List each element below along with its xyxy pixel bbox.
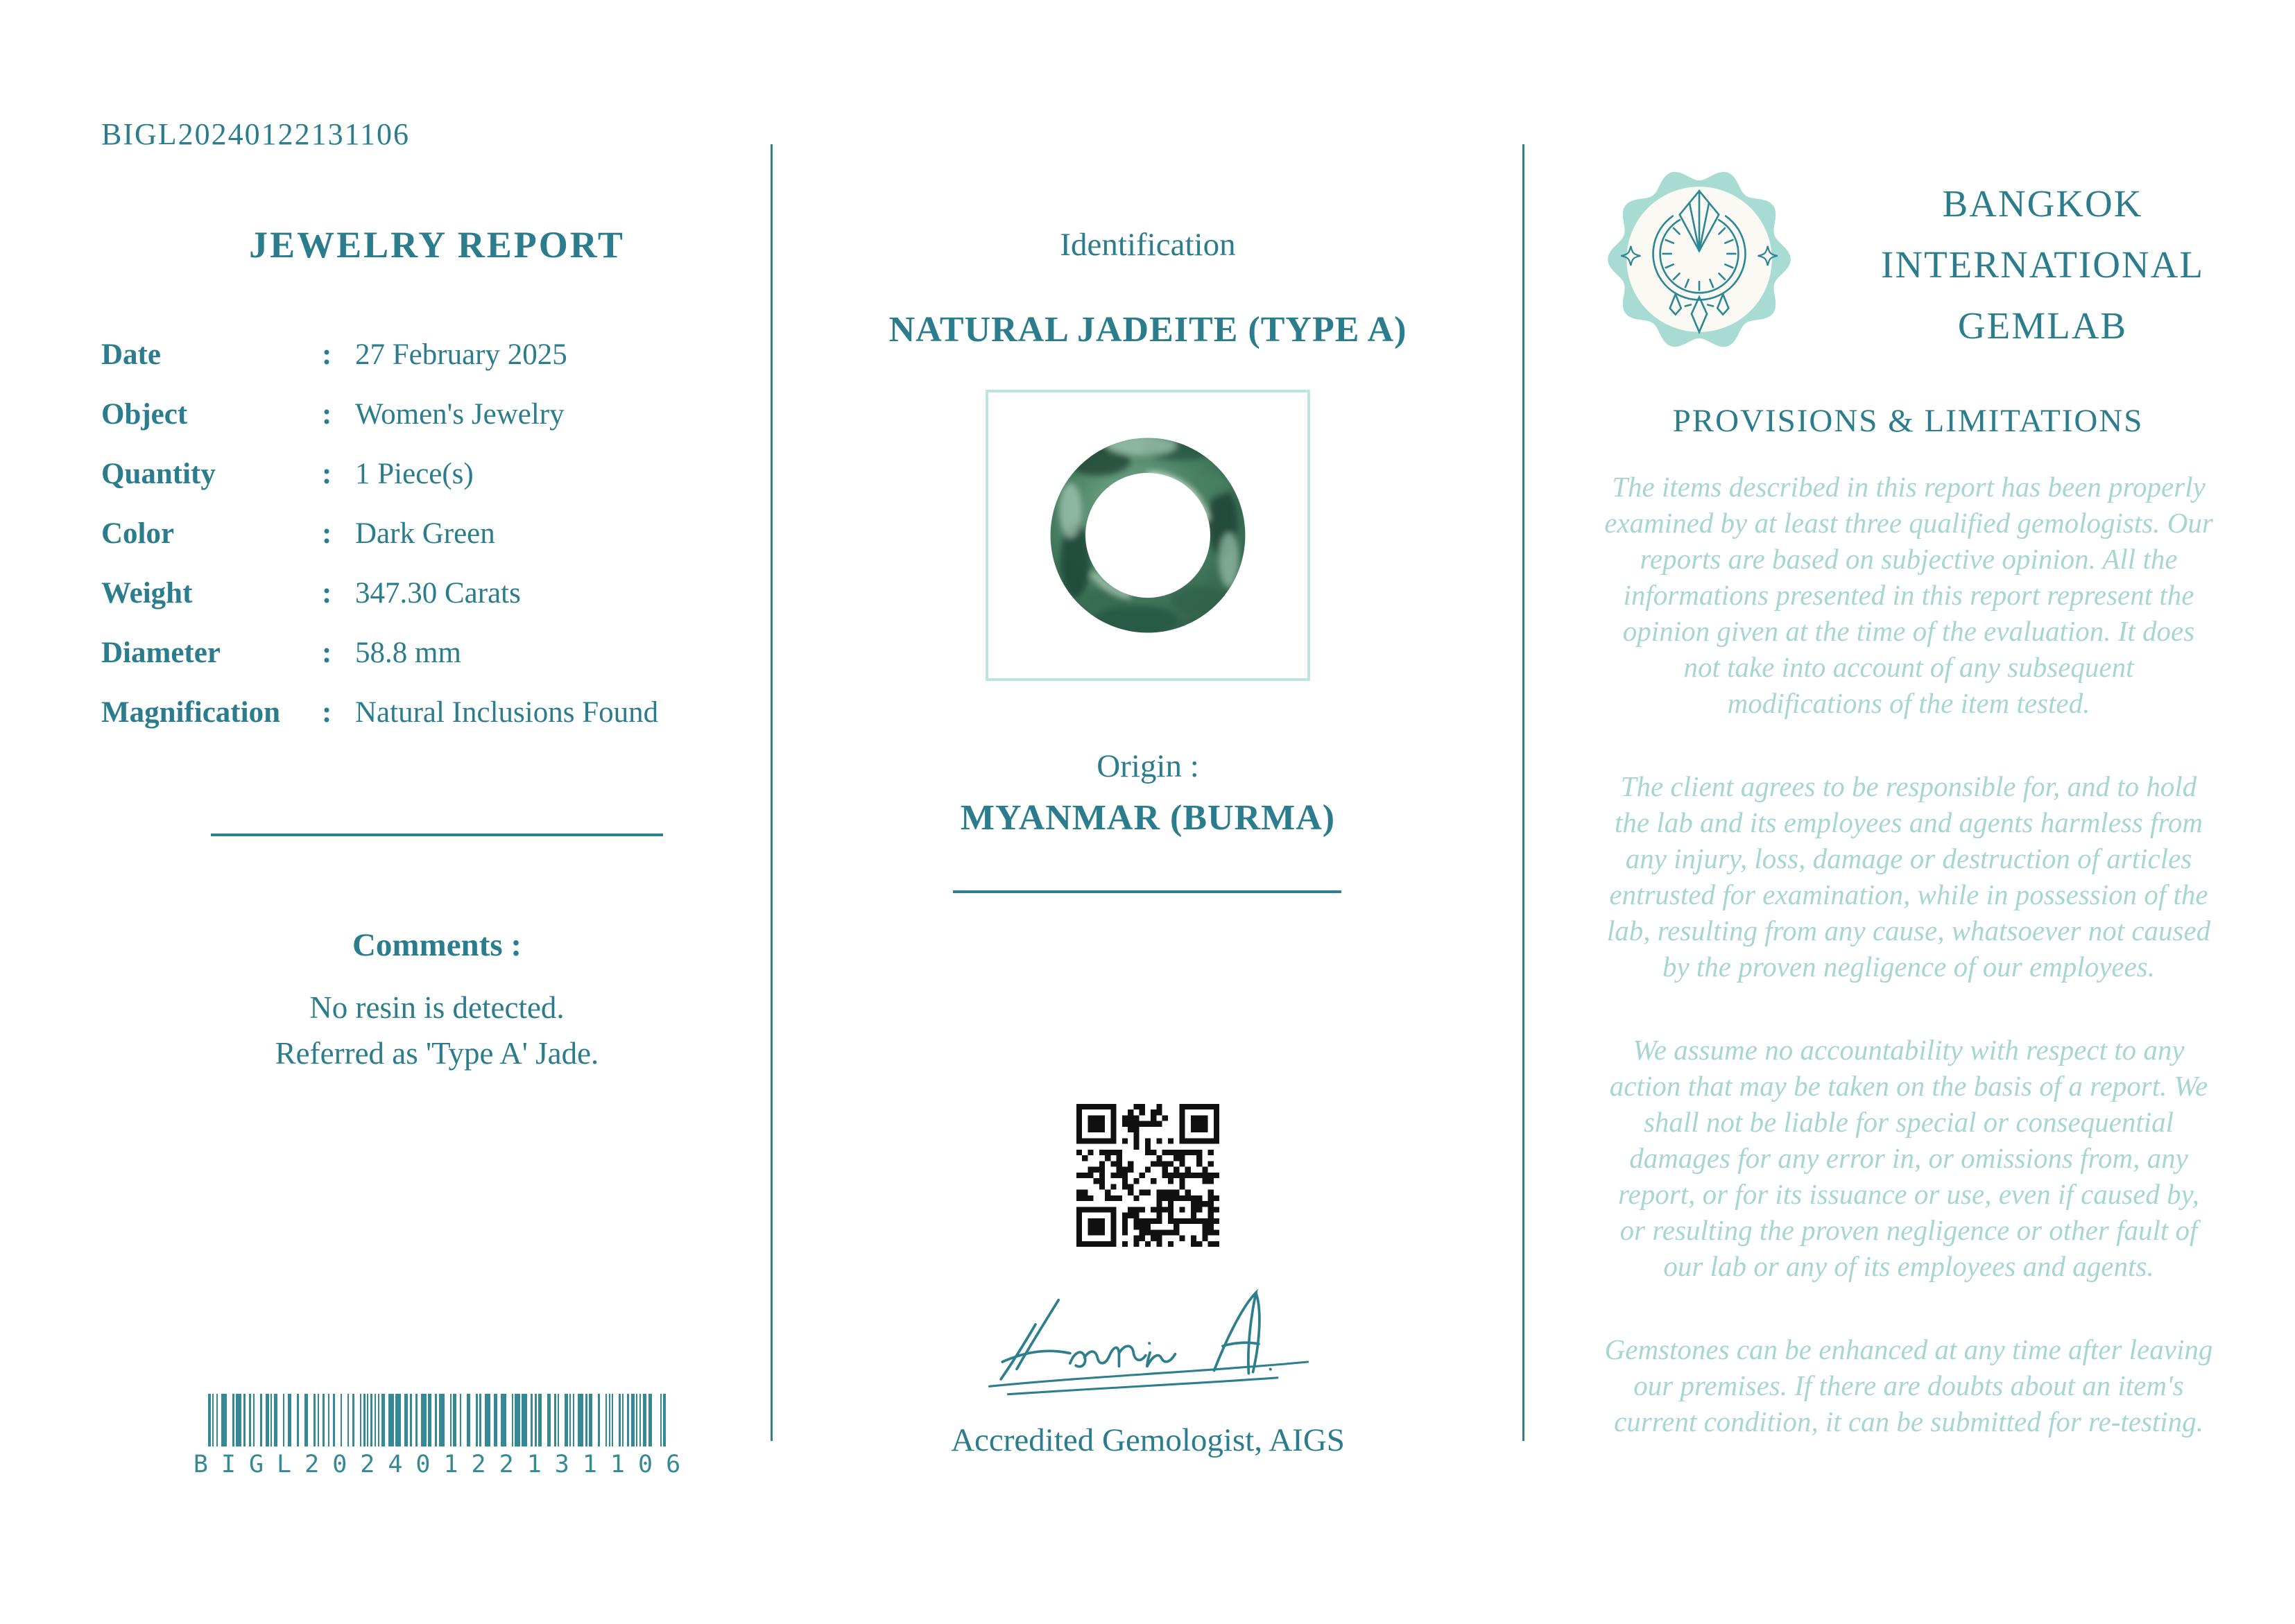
gemlab-badge-icon bbox=[1603, 163, 1796, 356]
left-section-divider bbox=[211, 833, 663, 836]
field-value: 58.8 mm bbox=[355, 637, 461, 669]
provisions-text bbox=[1604, 469, 2214, 1487]
field-colon: : bbox=[322, 398, 332, 431]
provisions-paragraph: Gemstones can be enhanced at any time after leaving our premises. If there are doubts about an item's current condition, it can be submitted for re-testing. bbox=[1604, 1333, 2213, 1437]
field-colon: : bbox=[322, 458, 332, 490]
field-value: Natural Inclusions Found bbox=[355, 696, 659, 729]
comments-heading: Comments : bbox=[352, 927, 522, 963]
origin-label: Origin : bbox=[1097, 748, 1199, 784]
field-label: Diameter bbox=[101, 637, 221, 669]
field-row bbox=[101, 519, 781, 548]
field-row bbox=[101, 578, 781, 608]
field-value: Women's Jewelry bbox=[355, 398, 565, 431]
field-label: Weight bbox=[101, 577, 193, 610]
lab-name-line: INTERNATIONAL bbox=[1881, 243, 2204, 286]
field-label: Quantity bbox=[101, 458, 216, 490]
signature-icon bbox=[961, 1277, 1335, 1409]
field-label: Color bbox=[101, 517, 175, 550]
qr-code bbox=[773, 1104, 1523, 1247]
middle-section-divider bbox=[953, 890, 1341, 893]
field-value: 1 Piece(s) bbox=[355, 458, 474, 490]
comment-line: No resin is detected. bbox=[309, 990, 565, 1025]
field-row bbox=[101, 698, 781, 727]
provisions-paragraph: The client agrees to be responsible for, and to hold the lab and its employees and agents harmless from any injury, loss, damage or destruction of articles entrusted for examination, while in possession of the lab, resulting from any cause, whatsoever not caused by the proven negligence of our employees. bbox=[1606, 770, 2211, 983]
field-colon: : bbox=[322, 696, 332, 729]
provisions-heading: PROVISIONS & LIMITATIONS bbox=[1672, 403, 2144, 439]
lab-name-line: BANGKOK bbox=[1942, 182, 2143, 225]
lab-name bbox=[1803, 173, 2282, 356]
field-label: Object bbox=[101, 398, 188, 431]
field-row bbox=[101, 399, 781, 429]
identification-heading: Identification bbox=[1060, 227, 1236, 263]
page-title: JEWELRY REPORT bbox=[249, 224, 625, 266]
field-row bbox=[101, 638, 781, 668]
lab-name-line: GEMLAB bbox=[1957, 304, 2128, 347]
signatory-title: Accredited Gemologist, AIGS bbox=[951, 1422, 1345, 1458]
field-colon: : bbox=[322, 577, 332, 610]
field-colon: : bbox=[322, 517, 332, 550]
field-colon: : bbox=[322, 338, 332, 371]
field-value: 27 February 2025 bbox=[355, 338, 567, 371]
field-row bbox=[101, 340, 781, 370]
field-colon: : bbox=[322, 637, 332, 669]
provisions-paragraph: We assume no accountability with respect to any action that may be taken on the basis of a report. We shall not be liable for special or consequential damages for any error in, or omissions from, any report, or for its issuance or use, even if caused by, or resulting the proven negligence or other fault of our lab or any of its employees and agents. bbox=[1609, 1034, 2208, 1282]
report-number: BIGL20240122131106 bbox=[101, 117, 411, 151]
barcode-icon bbox=[208, 1394, 666, 1446]
comments-text bbox=[101, 985, 773, 1076]
barcode-label: BIGL20240122131106 bbox=[193, 1451, 694, 1478]
comment-line: Referred as 'Type A' Jade. bbox=[275, 1036, 599, 1071]
field-value: 347.30 Carats bbox=[355, 577, 521, 610]
field-label: Magnification bbox=[101, 696, 280, 729]
origin-value: MYANMAR (BURMA) bbox=[960, 798, 1336, 838]
report-field-list bbox=[101, 340, 781, 757]
barcode bbox=[101, 1394, 773, 1478]
field-row bbox=[101, 459, 781, 489]
identification-result: NATURAL JADEITE (TYPE A) bbox=[888, 310, 1407, 349]
jade-bangle-photo bbox=[1023, 411, 1273, 660]
qr-code-icon bbox=[1076, 1104, 1219, 1247]
lab-logo bbox=[1603, 163, 1796, 356]
field-value: Dark Green bbox=[355, 517, 495, 550]
comments-section bbox=[101, 926, 773, 1076]
provisions-paragraph: The items described in this report has been properly examined by at least three qualified gemologists. Our reports are based on subjective opinion. All the informations presented in this report represent the opinion given at the time of the evaluation. It does not take into account of any subsequent modifications of the item tested. bbox=[1604, 471, 2213, 719]
field-label: Date bbox=[101, 338, 161, 371]
gemologist-signature bbox=[773, 1277, 1523, 1409]
item-photo-frame bbox=[986, 390, 1310, 681]
